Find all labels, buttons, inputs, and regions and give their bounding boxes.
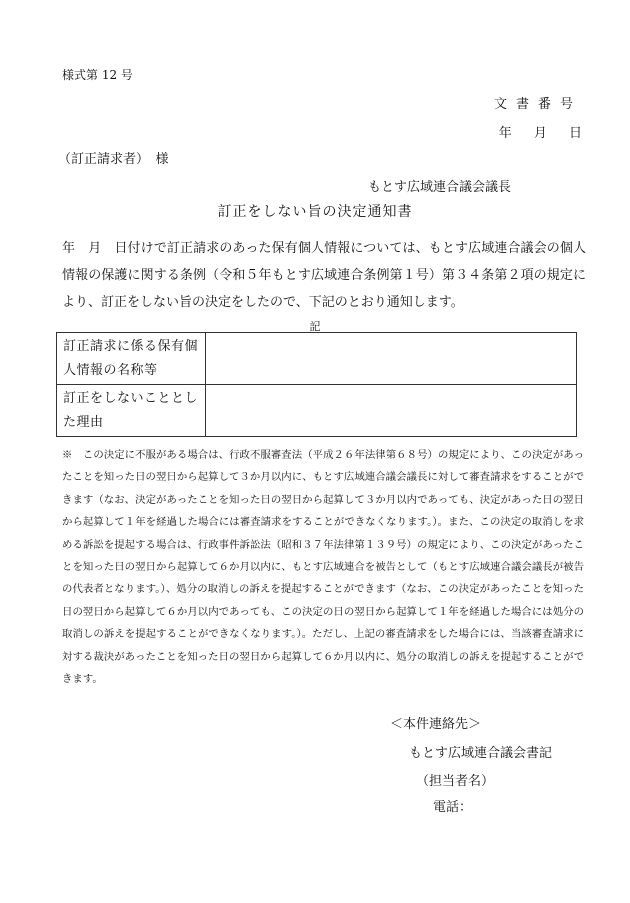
document-number-label: 文書番号	[493, 97, 582, 112]
table-row	[57, 385, 577, 437]
appeal-notes: ※ この決定に不服がある場合は、行政不服審査法（平成２６年法律第６８号）の規定により、この決定があったことを知った日の翌日から起算して３か月以内に、もとす広域連合議会議長に対して審査請求をすることができます（なお、決定があったことを知った日の翌日から起算して３か月以内であっても、決定があった日の翌日から起算して１年を経過した場合には審査請求をすることができなくなります。）。また、この決定の取消しを求める訴訟を提起する場合は、行政事件訴訟法（昭和３７年法律第１３９号）の規定により、この決定があったことを知った日の翌日から起算して６か月以内に、もとす広域連合を被告として（もとす広域連合議会議長が被告の代表者となります。）、処分の取消しの訴えを提起することができます（なお、この決定があったことを知った日の翌日から起算して６か月以内であっても、この決定の日の翌日から起算して１年を経過した場合には処分の取消しの訴えを提起することができなくなります。）。ただし、上記の審査請求をした場合には、当該審査請求に対する裁決があったことを知った日の翌日から起算して６か月以内に、処分の取消しの訴えを提起することができます。	[62, 449, 584, 686]
contact-person: （担当者名）	[416, 774, 495, 789]
table-label-info-name: 訂正請求に係る保有個人情報の名称等	[57, 333, 206, 385]
form-number: 様式第 12 号	[62, 68, 133, 82]
sender: もとす広域連合議会議長	[368, 180, 512, 195]
contact-organization: もとす広域連合議会書記	[409, 746, 553, 761]
recipient: （訂正請求者） 様	[58, 152, 169, 167]
table-label-reason: 訂正をしないこととした理由	[57, 385, 206, 437]
contact-heading: ＜本件連絡先＞	[390, 717, 482, 732]
record-table	[56, 332, 577, 437]
record-heading: 記	[309, 320, 321, 333]
table-value-info-name	[206, 333, 577, 385]
date-label: 年 月 日	[498, 126, 582, 141]
document-title: 訂正をしない旨の決定通知書	[217, 204, 413, 220]
body-text: 年 月 日付けで訂正請求のあった保有個人情報については、もとす広域連合議会の個人情報の保護に関する条例（令和５年もとす広域連合条例第１号）第３４条第２項の規定により、訂正をしない旨の決定をしたので、下記のとおり通知します。	[62, 241, 586, 310]
table-value-reason	[206, 385, 577, 437]
contact-phone: 電話：	[433, 800, 473, 815]
table-row	[57, 333, 577, 385]
